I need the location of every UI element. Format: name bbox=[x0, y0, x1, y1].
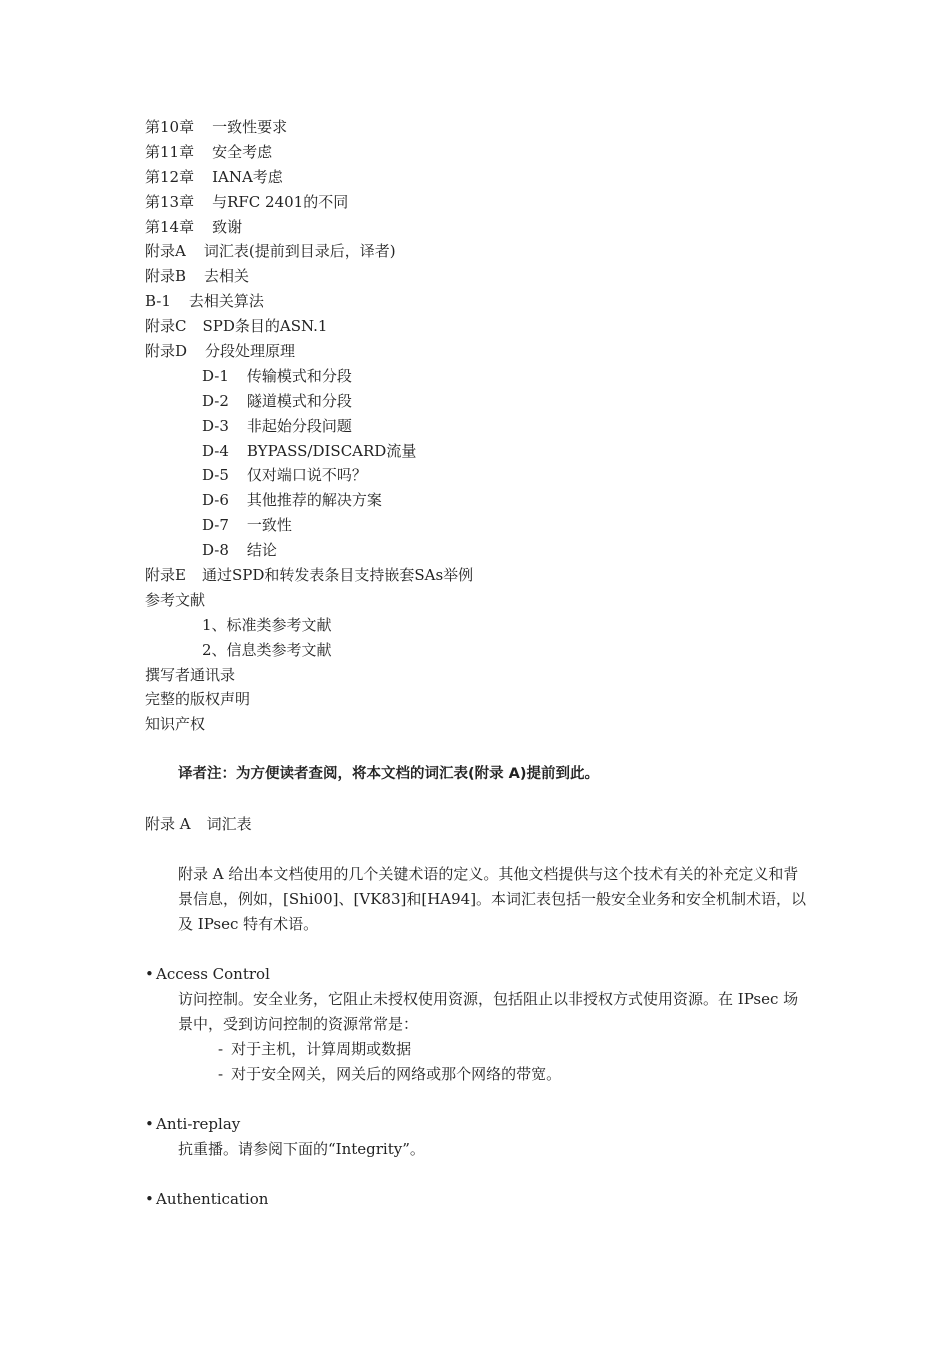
toc-entry-label: 2、信息类参考文献 bbox=[202, 640, 332, 659]
toc-entry bbox=[145, 638, 845, 663]
bullet-icon: • bbox=[145, 1190, 154, 1208]
toc-entry-title: 词汇表(提前到目录后，译者) bbox=[203, 242, 396, 261]
toc-entry-label: D-5 bbox=[202, 466, 229, 485]
toc-entry-title: 传输模式和分段 bbox=[246, 366, 352, 385]
term-heading bbox=[145, 1112, 810, 1137]
toc-entry-label: D-1 bbox=[202, 366, 229, 385]
toc-entry-label: D-3 bbox=[202, 416, 229, 435]
toc-entry-label: 第11章 bbox=[145, 142, 195, 161]
toc-entry-label: B-1 bbox=[145, 292, 171, 311]
term-name: Access Control bbox=[156, 965, 270, 983]
toc-entry bbox=[145, 439, 845, 464]
table-of-contents bbox=[145, 115, 845, 737]
toc-entry-title: 通过SPD和转发表条目支持嵌套SAs举例 bbox=[201, 566, 474, 585]
toc-entry bbox=[145, 687, 845, 712]
toc-entry bbox=[145, 463, 845, 488]
toc-entry bbox=[145, 563, 845, 588]
toc-entry bbox=[145, 215, 845, 240]
list-item bbox=[145, 1062, 810, 1087]
toc-entry-label: 第12章 bbox=[145, 167, 195, 186]
toc-entry-label: D-2 bbox=[202, 391, 229, 410]
toc-entry bbox=[145, 414, 845, 439]
toc-entry-label: D-6 bbox=[202, 491, 229, 510]
appendix-a-intro: 附录 A 给出本文档使用的几个关键术语的定义。其他文档提供与这个技术有关的补充定义和背景信息，例如，[Shi00]、[VK83]和[HA94]。本词汇表包括一般安全业务和安全机制术语，以及 IPsec 特有术语。 bbox=[178, 865, 807, 933]
toc-entry bbox=[145, 712, 845, 737]
toc-entry-title: 其他推荐的解决方案 bbox=[246, 491, 382, 510]
list-item bbox=[145, 1037, 810, 1062]
toc-entry bbox=[145, 264, 845, 289]
toc-entry-label: 附录B bbox=[145, 267, 187, 286]
toc-entry-label: 完整的版权声明 bbox=[145, 690, 251, 709]
toc-entry-title: 分段处理原理 bbox=[205, 342, 296, 361]
toc-entry bbox=[145, 239, 845, 264]
toc-entry-label: D-8 bbox=[202, 541, 229, 560]
glossary-term-anti-replay bbox=[145, 1112, 810, 1162]
bullet-icon: • bbox=[145, 965, 154, 983]
toc-entry bbox=[145, 314, 845, 339]
toc-entry-label: D-4 bbox=[202, 441, 229, 460]
term-heading bbox=[145, 962, 810, 987]
toc-entry-label: 附录C bbox=[145, 317, 187, 336]
toc-entry-label: 1、标准类参考文献 bbox=[202, 615, 332, 634]
toc-entry-label: 附录A bbox=[145, 242, 186, 261]
toc-entry-title: 一致性要求 bbox=[212, 118, 288, 136]
toc-entry-title: IANA考虑 bbox=[212, 167, 283, 186]
dash-icon: - bbox=[218, 1040, 224, 1058]
toc-entry-title: 隧道模式和分段 bbox=[246, 391, 352, 410]
toc-entry bbox=[145, 389, 845, 414]
toc-entry bbox=[145, 339, 845, 364]
toc-entry-label: 第13章 bbox=[145, 192, 195, 211]
glossary-term-access-control bbox=[145, 962, 810, 1087]
toc-entry bbox=[145, 588, 845, 613]
term-definition: 访问控制。安全业务，它阻止未授权使用资源，包括阻止以非授权方式使用资源。在 IPsec 场景中，受到访问控制的资源常常是： bbox=[178, 990, 799, 1033]
toc-entry bbox=[145, 289, 845, 314]
appendix-a-label: 附录 A bbox=[145, 815, 191, 833]
dash-icon: - bbox=[218, 1065, 224, 1083]
toc-entry-title: SPD条目的ASN.1 bbox=[202, 317, 328, 336]
toc-entry bbox=[145, 140, 845, 165]
translator-note: 译者注：为方便读者查阅，将本文档的词汇表(附录 A)提前到此。 bbox=[178, 766, 600, 782]
bullet-icon: • bbox=[145, 1115, 154, 1133]
list-item-text: 对于安全网关，网关后的网络或那个网络的带宽。 bbox=[231, 1065, 562, 1083]
toc-entry-label: 第10章 bbox=[145, 118, 195, 136]
toc-entry-title: 去相关 bbox=[204, 267, 250, 286]
appendix-a-title: 词汇表 bbox=[206, 815, 252, 833]
toc-entry bbox=[145, 190, 845, 215]
toc-entry-title: 仅对端口说不吗？ bbox=[246, 466, 367, 485]
toc-entry-title: 与RFC 2401的不同 bbox=[212, 192, 349, 211]
toc-entry-label: 参考文献 bbox=[145, 590, 206, 609]
term-heading bbox=[145, 1187, 268, 1212]
toc-entry bbox=[145, 663, 845, 688]
toc-entry bbox=[145, 488, 845, 513]
toc-entry-title: 致谢 bbox=[212, 217, 243, 236]
toc-entry-title: 一致性 bbox=[246, 516, 292, 535]
toc-entry-label: 知识产权 bbox=[145, 715, 206, 734]
toc-entry bbox=[145, 364, 845, 389]
term-name: Anti-replay bbox=[156, 1115, 241, 1133]
toc-entry-title: 安全考虑 bbox=[212, 142, 273, 161]
appendix-a-heading bbox=[145, 812, 252, 836]
toc-entry-title: 结论 bbox=[246, 541, 277, 560]
toc-entry-label: 撰写者通讯录 bbox=[145, 665, 236, 684]
toc-entry bbox=[145, 165, 845, 190]
toc-entry bbox=[145, 613, 845, 638]
toc-entry-title: 非起始分段问题 bbox=[246, 416, 352, 435]
list-item-text: 对于主机，计算周期或数据 bbox=[231, 1040, 412, 1058]
term-name: Authentication bbox=[156, 1190, 269, 1208]
toc-entry-label: 第14章 bbox=[145, 217, 195, 236]
term-definition: 抗重播。请参阅下面的“Integrity”。 bbox=[178, 1140, 425, 1158]
toc-entry-label: 附录D bbox=[145, 342, 188, 361]
toc-entry-label: D-7 bbox=[202, 516, 229, 535]
toc-entry-title: 去相关算法 bbox=[188, 292, 264, 311]
toc-entry-label: 附录E bbox=[145, 566, 186, 585]
toc-entry-title: BYPASS/DISCARD流量 bbox=[246, 441, 417, 460]
toc-entry bbox=[145, 513, 845, 538]
toc-entry bbox=[145, 115, 845, 140]
toc-entry bbox=[145, 538, 845, 563]
glossary-term-authentication bbox=[145, 1187, 268, 1212]
